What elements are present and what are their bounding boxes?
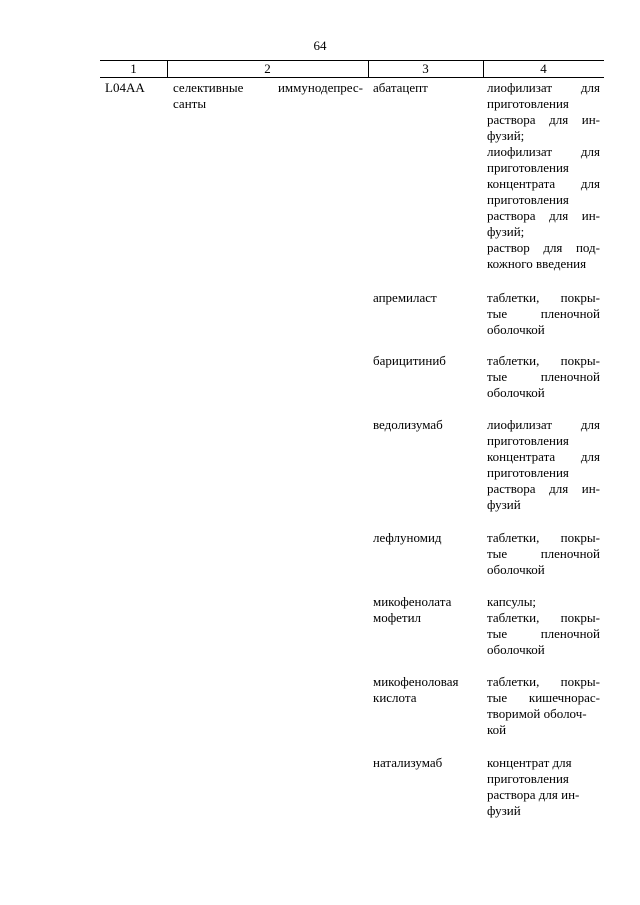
- form-line: творимой оболоч-: [487, 706, 587, 721]
- drug-name-line: абатацепт: [373, 80, 428, 95]
- drug-name-abatacept: [373, 80, 478, 96]
- form-line: таблетки, покры-: [487, 530, 600, 545]
- form-line: тые кишечнорас-: [487, 690, 600, 705]
- drug-group-line-1: [173, 80, 363, 96]
- form-line: тые пленочной: [487, 626, 600, 641]
- form-line: фузий: [487, 497, 521, 512]
- dosage-form-apremilast: [487, 290, 600, 338]
- form-line: приготовления: [487, 160, 569, 175]
- form-line: концентрат для: [487, 755, 572, 770]
- dosage-form-mycophenolic-acid: [487, 674, 600, 738]
- drug-group-word-1: селективные: [173, 80, 244, 95]
- form-line: кой: [487, 722, 507, 737]
- drug-group-word-2: иммунодепрес-: [277, 80, 363, 95]
- form-line: тые пленочной: [487, 546, 600, 561]
- form-line: фузий: [487, 803, 521, 818]
- form-line: фузий;: [487, 224, 525, 239]
- form-line: приготовления: [487, 771, 569, 786]
- column-header-2: 2: [264, 61, 271, 76]
- form-line: концентрата для: [487, 449, 600, 464]
- form-line: лиофилизат для: [487, 417, 600, 432]
- dosage-form-vedolizumab: [487, 417, 600, 513]
- atc-code: L04AA: [105, 80, 145, 95]
- form-line: приготовления: [487, 192, 569, 207]
- drug-name-vedolizumab: [373, 417, 478, 433]
- form-line: концентрата для: [487, 176, 600, 191]
- form-line: приготовления: [487, 96, 569, 111]
- column-header-3: 3: [422, 61, 429, 76]
- form-line: оболочкой: [487, 322, 545, 337]
- drug-name-line: ведолизумаб: [373, 417, 443, 432]
- form-line: приготовления: [487, 433, 569, 448]
- drug-name-natalizumab: [373, 755, 478, 771]
- drug-name-baricitinib: [373, 353, 478, 369]
- dosage-form-mycophenolate-mofetil: [487, 594, 600, 658]
- drug-group-line-2: санты: [173, 96, 207, 111]
- form-line: тые пленочной: [487, 369, 600, 384]
- drug-name-line: мофетил: [373, 610, 422, 625]
- drug-name-line: натализумаб: [373, 755, 443, 770]
- form-line: раствор для под-: [487, 240, 600, 255]
- form-line: оболочкой: [487, 562, 545, 577]
- page-number: 64: [313, 38, 327, 53]
- dosage-form-natalizumab: [487, 755, 600, 819]
- form-line: раствора для ин-: [487, 787, 580, 802]
- form-line: лиофилизат для: [487, 80, 600, 95]
- column-header-4: 4: [540, 61, 547, 76]
- form-line: таблетки, покры-: [487, 290, 600, 305]
- drug-name-line: барицитиниб: [373, 353, 446, 368]
- form-line: лиофилизат для: [487, 144, 600, 159]
- table-header-rule: [100, 77, 604, 78]
- table-top-rule: [100, 60, 604, 61]
- drug-name-line: лефлуномид: [373, 530, 442, 545]
- form-line: таблетки, покры-: [487, 610, 600, 625]
- drug-name-line: апремиласт: [373, 290, 437, 305]
- form-line: раствора для ин-: [487, 112, 600, 127]
- drug-name-apremilast: [373, 290, 478, 306]
- form-line: фузий;: [487, 128, 525, 143]
- drug-name-mycophenolate-mofetil: [373, 594, 478, 626]
- form-line: оболочкой: [487, 385, 545, 400]
- drug-group: [173, 80, 363, 112]
- dosage-form-baricitinib: [487, 353, 600, 401]
- column-header-1: 1: [130, 61, 137, 76]
- drug-name-leflunomide: [373, 530, 478, 546]
- form-line: таблетки, покры-: [487, 674, 600, 689]
- form-line: капсулы;: [487, 594, 537, 609]
- drug-name-line: микофеноловая: [373, 674, 459, 689]
- drug-name-mycophenolic-acid: [373, 674, 478, 706]
- drug-name-line: микофенолата: [373, 594, 452, 609]
- drug-name-line: кислота: [373, 690, 417, 705]
- form-line: таблетки, покры-: [487, 353, 600, 368]
- form-line: кожного введения: [487, 256, 587, 271]
- form-line: раствора для ин-: [487, 208, 600, 223]
- dosage-form-leflunomide: [487, 530, 600, 578]
- form-line: тые пленочной: [487, 306, 600, 321]
- form-line: оболочкой: [487, 642, 545, 657]
- form-line: раствора для ин-: [487, 481, 600, 496]
- dosage-form-abatacept: [487, 80, 600, 272]
- form-line: приготовления: [487, 465, 569, 480]
